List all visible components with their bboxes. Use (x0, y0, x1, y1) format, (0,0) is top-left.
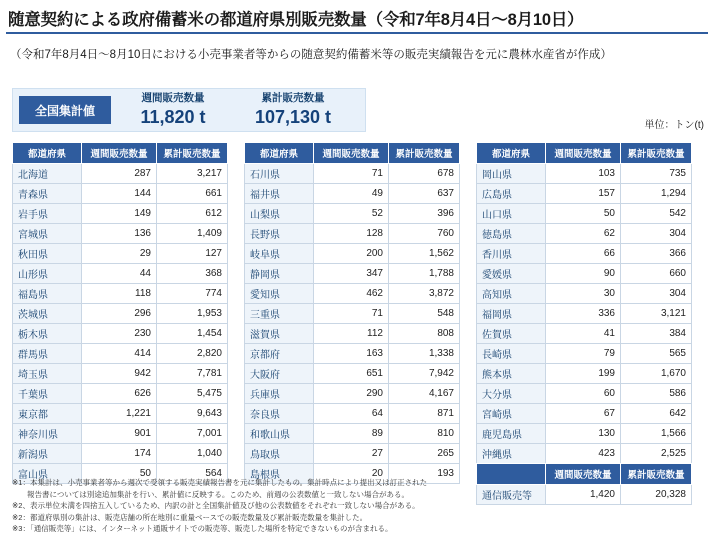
table-row (245, 164, 460, 184)
row-total-value: 808 (389, 324, 460, 344)
table-body-2 (245, 164, 460, 484)
table-row (13, 204, 228, 224)
row-prefecture: 神奈川県 (13, 424, 82, 444)
table-row (245, 444, 460, 464)
row-total-value: 871 (389, 404, 460, 424)
row-prefecture: 三重県 (245, 304, 314, 324)
row-prefecture: 富山県 (13, 464, 82, 484)
national-total-value: 107,130 t (254, 107, 332, 127)
row-prefecture: 大阪府 (245, 364, 314, 384)
row-prefecture: 群馬県 (13, 344, 82, 364)
row-weekly-value: 128 (314, 224, 389, 244)
table-row (245, 284, 460, 304)
row-prefecture: 新潟県 (13, 444, 82, 464)
row-weekly-value: 942 (82, 364, 157, 384)
table-header-row (477, 143, 692, 164)
row-total-value: 193 (389, 464, 460, 484)
table-row (477, 384, 692, 404)
table-row (477, 485, 692, 505)
row-prefecture: 茨城県 (13, 304, 82, 324)
row-total-value: 810 (389, 424, 460, 444)
table-row (245, 304, 460, 324)
mail-order-table (476, 463, 692, 505)
table-row (477, 324, 692, 344)
row-weekly-value: 62 (546, 224, 621, 244)
row-prefecture: 香川県 (477, 244, 546, 264)
table-header-row (245, 143, 460, 164)
row-weekly-value: 66 (546, 244, 621, 264)
column-header-total: 累計販売数量 (621, 464, 692, 485)
row-prefecture: 徳島県 (477, 224, 546, 244)
row-weekly-value: 79 (546, 344, 621, 364)
row-weekly-value: 199 (546, 364, 621, 384)
table-row (245, 324, 460, 344)
table-row (477, 284, 692, 304)
table-row (13, 184, 228, 204)
row-total-value: 5,475 (157, 384, 228, 404)
page-subtitle: （令和7年8月4日～8月10日における小売事業者等からの随意契約備蓄米等の販売実績報告を元に農林水産省が作成） (10, 49, 612, 61)
row-total-value: 3,872 (389, 284, 460, 304)
row-weekly-value: 651 (314, 364, 389, 384)
row-weekly-value: 44 (82, 264, 157, 284)
row-total-value: 637 (389, 184, 460, 204)
row-prefecture: 愛知県 (245, 284, 314, 304)
table-row (245, 224, 460, 244)
table-row (477, 264, 692, 284)
row-total-value: 760 (389, 224, 460, 244)
row-total-value: 660 (621, 264, 692, 284)
row-prefecture: 栃木県 (13, 324, 82, 344)
footnote-line: ※2：都道府県別の集計は、販売店舗の所在地別に重量ベースでの販売数量及び累計販売数量を集計した。 (12, 512, 368, 522)
row-weekly-value: 89 (314, 424, 389, 444)
row-total-value: 678 (389, 164, 460, 184)
table-row (13, 424, 228, 444)
row-weekly-value: 27 (314, 444, 389, 464)
row-weekly-value: 1,221 (82, 404, 157, 424)
row-weekly-value: 50 (546, 204, 621, 224)
row-total-value: 368 (157, 264, 228, 284)
row-prefecture: 石川県 (245, 164, 314, 184)
row-weekly-value: 230 (82, 324, 157, 344)
row-weekly-value: 130 (546, 424, 621, 444)
row-prefecture: 福島県 (13, 284, 82, 304)
row-prefecture: 広島県 (477, 184, 546, 204)
row-prefecture: 山形県 (13, 264, 82, 284)
table-row (477, 404, 692, 424)
table-row (245, 364, 460, 384)
national-total-caption: 累計販売数量 (261, 92, 325, 104)
row-weekly-value: 1,420 (546, 485, 621, 505)
row-total-value: 565 (621, 344, 692, 364)
table-row (477, 164, 692, 184)
row-total-value: 7,001 (157, 424, 228, 444)
row-weekly-value: 136 (82, 224, 157, 244)
row-weekly-value: 626 (82, 384, 157, 404)
row-weekly-value: 112 (314, 324, 389, 344)
national-weekly-block (119, 91, 227, 129)
row-total-value: 2,820 (157, 344, 228, 364)
footnotes (12, 478, 452, 536)
table-row (13, 324, 228, 344)
row-weekly-value: 149 (82, 204, 157, 224)
row-weekly-value: 157 (546, 184, 621, 204)
table-row (477, 244, 692, 264)
table-row (13, 264, 228, 284)
row-prefecture: 山口県 (477, 204, 546, 224)
row-prefecture: 滋賀県 (245, 324, 314, 344)
row-prefecture: 東京都 (13, 404, 82, 424)
row-total-value: 735 (621, 164, 692, 184)
row-prefecture: 岩手県 (13, 204, 82, 224)
table-row (13, 284, 228, 304)
row-total-value: 1,566 (621, 424, 692, 444)
row-total-value: 384 (621, 324, 692, 344)
row-prefecture: 奈良県 (245, 404, 314, 424)
row-weekly-value: 20 (314, 464, 389, 484)
row-weekly-value: 49 (314, 184, 389, 204)
table-row (477, 204, 692, 224)
row-prefecture: 岡山県 (477, 164, 546, 184)
row-prefecture: 岐阜県 (245, 244, 314, 264)
row-total-value: 304 (621, 284, 692, 304)
row-prefecture: 大分県 (477, 384, 546, 404)
table-body-4 (477, 485, 692, 505)
row-total-value: 1,294 (621, 184, 692, 204)
table-row (477, 424, 692, 444)
row-total-value: 9,643 (157, 404, 228, 424)
row-prefecture: 秋田県 (13, 244, 82, 264)
unit-note: 単位：トン(t) (644, 120, 704, 131)
prefecture-table-3 (476, 142, 692, 464)
table-row (477, 444, 692, 464)
title-divider (6, 32, 708, 34)
row-prefecture: 埼玉県 (13, 364, 82, 384)
table-row (245, 244, 460, 264)
row-prefecture: 通信販売等 (477, 485, 546, 505)
row-prefecture: 青森県 (13, 184, 82, 204)
row-total-value: 304 (621, 224, 692, 244)
row-total-value: 612 (157, 204, 228, 224)
column-header-blank (477, 464, 546, 485)
table-row (245, 424, 460, 444)
row-weekly-value: 118 (82, 284, 157, 304)
table-row (477, 224, 692, 244)
row-prefecture: 山梨県 (245, 204, 314, 224)
row-prefecture: 沖縄県 (477, 444, 546, 464)
row-total-value: 127 (157, 244, 228, 264)
row-weekly-value: 296 (82, 304, 157, 324)
row-weekly-value: 336 (546, 304, 621, 324)
column-header-pref: 都道府県 (245, 143, 314, 164)
row-total-value: 265 (389, 444, 460, 464)
row-total-value: 586 (621, 384, 692, 404)
row-total-value: 1,040 (157, 444, 228, 464)
row-weekly-value: 30 (546, 284, 621, 304)
row-total-value: 548 (389, 304, 460, 324)
row-weekly-value: 67 (546, 404, 621, 424)
table-row (477, 344, 692, 364)
footnote-line: 報告書については別途追加集計を行い、累計値に反映する。このため、前週の公表数値と一致しない場合がある。 (12, 489, 410, 499)
row-total-value: 1,454 (157, 324, 228, 344)
table-row (477, 184, 692, 204)
row-total-value: 7,781 (157, 364, 228, 384)
row-prefecture: 北海道 (13, 164, 82, 184)
row-total-value: 3,217 (157, 164, 228, 184)
footnote-line: ※1：本集計は、小売事業者等から週次で受領する販売実績報告書を元に集計したもの。集計時点により提出又は訂正された (12, 478, 428, 487)
column-header-total: 累計販売数量 (621, 143, 692, 164)
table-row (245, 384, 460, 404)
row-weekly-value: 163 (314, 344, 389, 364)
row-prefecture: 長崎県 (477, 344, 546, 364)
table-row (13, 344, 228, 364)
row-weekly-value: 290 (314, 384, 389, 404)
row-total-value: 7,942 (389, 364, 460, 384)
national-summary-box (12, 88, 366, 132)
table-row (13, 304, 228, 324)
row-weekly-value: 90 (546, 264, 621, 284)
table-header-row (477, 464, 692, 485)
row-total-value: 542 (621, 204, 692, 224)
row-prefecture: 長野県 (245, 224, 314, 244)
row-total-value: 1,670 (621, 364, 692, 384)
row-total-value: 396 (389, 204, 460, 224)
table-body-1 (13, 164, 228, 484)
row-total-value: 4,167 (389, 384, 460, 404)
row-total-value: 642 (621, 404, 692, 424)
prefecture-table-2 (244, 142, 460, 484)
column-header-pref: 都道府県 (13, 143, 82, 164)
table-row (13, 224, 228, 244)
national-weekly-value: 11,820 t (140, 107, 206, 127)
row-weekly-value: 462 (314, 284, 389, 304)
footnote-line: ※2、表示単位未満を四捨五入しているため、内訳の計と全国集計値及び他の公表数値をそれぞれ一致しない場合がある。 (12, 501, 420, 510)
table-row (13, 364, 228, 384)
row-total-value: 774 (157, 284, 228, 304)
column-header-total: 累計販売数量 (389, 143, 460, 164)
table-row (13, 404, 228, 424)
row-prefecture: 兵庫県 (245, 384, 314, 404)
row-weekly-value: 71 (314, 304, 389, 324)
row-total-value: 564 (157, 464, 228, 484)
row-total-value: 20,328 (621, 485, 692, 505)
column-header-weekly: 週間販売数量 (314, 143, 389, 164)
row-weekly-value: 200 (314, 244, 389, 264)
row-weekly-value: 901 (82, 424, 157, 444)
national-total-block (229, 91, 357, 129)
row-prefecture: 熊本県 (477, 364, 546, 384)
row-total-value: 2,525 (621, 444, 692, 464)
page-title: 随意契約による政府備蓄米の都道府県別販売数量（令和7年8月4日～8月10日） (8, 11, 584, 29)
row-weekly-value: 103 (546, 164, 621, 184)
row-weekly-value: 29 (82, 244, 157, 264)
table-row (477, 364, 692, 384)
row-weekly-value: 174 (82, 444, 157, 464)
row-total-value: 1,953 (157, 304, 228, 324)
column-header-pref: 都道府県 (477, 143, 546, 164)
column-header-weekly: 週間販売数量 (546, 464, 621, 485)
row-prefecture: 和歌山県 (245, 424, 314, 444)
row-total-value: 1,788 (389, 264, 460, 284)
footnote-line: ※3：「通信販売等」には、インターネット通販サイトでの販売等、販売した場所を特定できないものが含まれる。 (12, 524, 393, 533)
table-body-3 (477, 164, 692, 464)
row-prefecture: 福岡県 (477, 304, 546, 324)
table-row (477, 304, 692, 324)
row-weekly-value: 347 (314, 264, 389, 284)
row-prefecture: 京都府 (245, 344, 314, 364)
column-header-weekly: 週間販売数量 (546, 143, 621, 164)
row-prefecture: 愛媛県 (477, 264, 546, 284)
row-weekly-value: 414 (82, 344, 157, 364)
row-weekly-value: 423 (546, 444, 621, 464)
row-weekly-value: 41 (546, 324, 621, 344)
table-header-row (13, 143, 228, 164)
row-weekly-value: 64 (314, 404, 389, 424)
row-total-value: 3,121 (621, 304, 692, 324)
row-weekly-value: 60 (546, 384, 621, 404)
row-prefecture: 高知県 (477, 284, 546, 304)
row-total-value: 1,409 (157, 224, 228, 244)
row-weekly-value: 52 (314, 204, 389, 224)
row-weekly-value: 144 (82, 184, 157, 204)
row-prefecture: 福井県 (245, 184, 314, 204)
row-prefecture: 宮城県 (13, 224, 82, 244)
row-total-value: 366 (621, 244, 692, 264)
prefecture-table-1 (12, 142, 228, 484)
column-header-weekly: 週間販売数量 (82, 143, 157, 164)
row-weekly-value: 50 (82, 464, 157, 484)
national-weekly-caption: 週間販売数量 (141, 92, 205, 104)
row-total-value: 1,562 (389, 244, 460, 264)
table-row (245, 184, 460, 204)
row-weekly-value: 287 (82, 164, 157, 184)
table-row (245, 404, 460, 424)
table-row (13, 164, 228, 184)
row-prefecture: 佐賀県 (477, 324, 546, 344)
table-row (245, 264, 460, 284)
column-header-total: 累計販売数量 (157, 143, 228, 164)
row-total-value: 1,338 (389, 344, 460, 364)
row-total-value: 661 (157, 184, 228, 204)
table-row (13, 444, 228, 464)
row-prefecture: 鳥取県 (245, 444, 314, 464)
row-prefecture: 宮崎県 (477, 404, 546, 424)
national-summary-label: 全国集計値 (19, 96, 111, 124)
row-weekly-value: 71 (314, 164, 389, 184)
row-prefecture: 静岡県 (245, 264, 314, 284)
table-row (245, 344, 460, 364)
row-prefecture: 千葉県 (13, 384, 82, 404)
table-row (13, 244, 228, 264)
row-prefecture: 鹿児島県 (477, 424, 546, 444)
table-row (245, 204, 460, 224)
table-row (13, 384, 228, 404)
row-prefecture: 島根県 (245, 464, 314, 484)
